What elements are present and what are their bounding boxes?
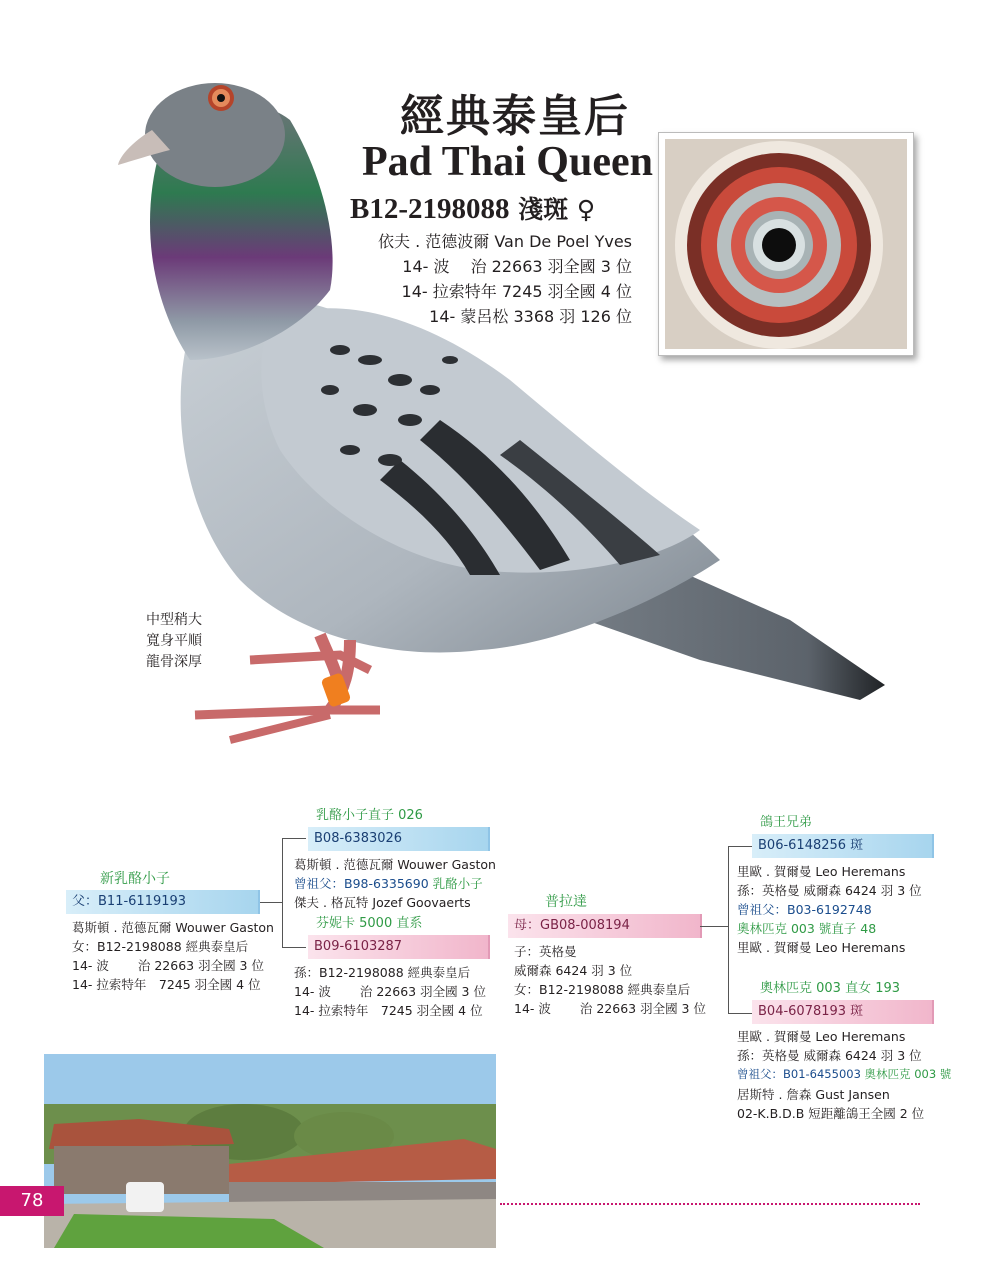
ring-number: B12-2198088 [350,193,510,225]
title-english: Pad Thai Queen [362,139,653,185]
sire-sire-gp-label: 曾祖父：B98-6335690 [294,876,429,891]
connector [282,838,283,948]
dam-name: 普拉達 [545,894,587,910]
sire-dam-box: B09-6103287 [308,935,490,959]
dam-line-2: 威爾森 6424 羽 3 位 [514,963,633,978]
dam-line-3: 女：B12-2198088 經典泰皇后 [514,982,691,997]
dam-sire-gp-label: 曾祖父：B03-6192748 [737,902,872,917]
dam-sire-line-5: 里歐 . 賀爾曼 Leo Heremans [737,940,906,955]
sire-dam-line-2: 14- 波 治 22663 羽全國 3 位 [294,984,486,999]
connector [282,947,306,948]
dam-sire-box: B06-6148256 斑 [752,834,934,858]
sire-sire-line-1: 葛斯頓 . 范德瓦爾 Wouwer Gaston [294,857,496,872]
feature-3: 龍骨深厚 [146,654,202,670]
loft-photo [44,1054,496,1248]
sire-line-1: 葛斯頓 . 范德瓦爾 Wouwer Gaston [72,920,274,935]
dam-line-4: 14- 波 治 22663 羽全國 3 位 [514,1001,706,1016]
sire-dam-line-1: 孫：B12-2198088 經典泰皇后 [294,965,471,980]
sire-name: 新乳酪小子 [100,871,170,887]
sire-sire-line-3: 傑夫 . 格瓦特 Jozef Goovaerts [294,895,471,910]
dam-dam-line-2: 孫：英格曼 威爾森 6424 羽 3 位 [737,1048,922,1063]
sire-sire-box: B08-6383026 [308,827,490,851]
sire-line-3: 14- 波 治 22663 羽全國 3 位 [72,958,264,973]
sire-dam-line-3: 14- 拉索特年 7245 羽全國 4 位 [294,1003,483,1018]
eye-closeup [658,132,914,356]
connector [728,846,752,847]
sire-line-2: 女：B12-2198088 經典泰皇后 [72,939,249,954]
sire-box: 父：B11-6119193 [66,890,260,914]
feature-2: 寬身平順 [146,633,202,649]
feature-1: 中型稍大 [146,612,202,628]
dam-dam-line-4: 居斯特 . 詹森 Gust Jansen [737,1087,890,1102]
dam-dam-gp-label: 曾祖父：B01-6455003 [737,1067,861,1081]
sire-sire-gp-name: 乳酪小子 [428,876,483,891]
dam-sire-line-2: 孫：英格曼 威爾森 6424 羽 3 位 [737,883,922,898]
sire-dam-name: 芬妮卡 5000 直系 [316,916,423,931]
eye-image [659,133,913,355]
dam-dam-box: B04-6078193 斑 [752,1000,934,1024]
dam-sire-line-1: 里歐 . 賀爾曼 Leo Heremans [737,864,906,879]
info-line-4: 14- 蒙呂松 3368 羽 126 位 [429,307,632,326]
dam-dam-grandparent [737,1065,951,1084]
dam-dam-name: 奧林匹克 003 直女 193 [760,981,901,996]
connector [700,926,728,927]
features-list [146,610,202,673]
title-chinese: 經典泰皇后 [400,91,630,142]
dam-dam-line-5: 02-K.B.D.B 短距離鴿王全國 2 位 [737,1106,925,1121]
dam-box: 母：GB08-008194 [508,914,702,938]
page-number: 78 [0,1186,64,1216]
sire-line-4: 14- 拉索特年 7245 羽全國 4 位 [72,977,261,992]
dam-dam-gp-name: 奧林匹克 003 號 [860,1067,952,1081]
color-sex: 淺斑 ♀ [518,195,596,224]
dotted-rule [500,1203,920,1205]
connector [282,838,306,839]
connector [728,846,729,1014]
dam-dam-line-1: 里歐 . 賀爾曼 Leo Heremans [737,1029,906,1044]
info-line-3: 14- 拉索特年 7245 羽全國 4 位 [401,282,632,301]
info-line-2: 14- 波 治 22663 羽全國 3 位 [402,257,632,276]
sire-sire-grandparent [294,874,483,893]
ring-line [350,190,595,226]
info-line-1: 依夫 . 范德波爾 Van De Poel Yves [378,232,632,251]
dam-sire-gp-name: 奧林匹克 003 號直子 48 [737,921,877,936]
dam-line-1: 子：英格曼 [514,944,577,959]
connector [260,902,282,903]
connector [728,1013,752,1014]
sire-sire-name: 乳酪小子直子 026 [316,808,423,823]
dam-sire-name: 鴿王兄弟 [760,815,813,830]
